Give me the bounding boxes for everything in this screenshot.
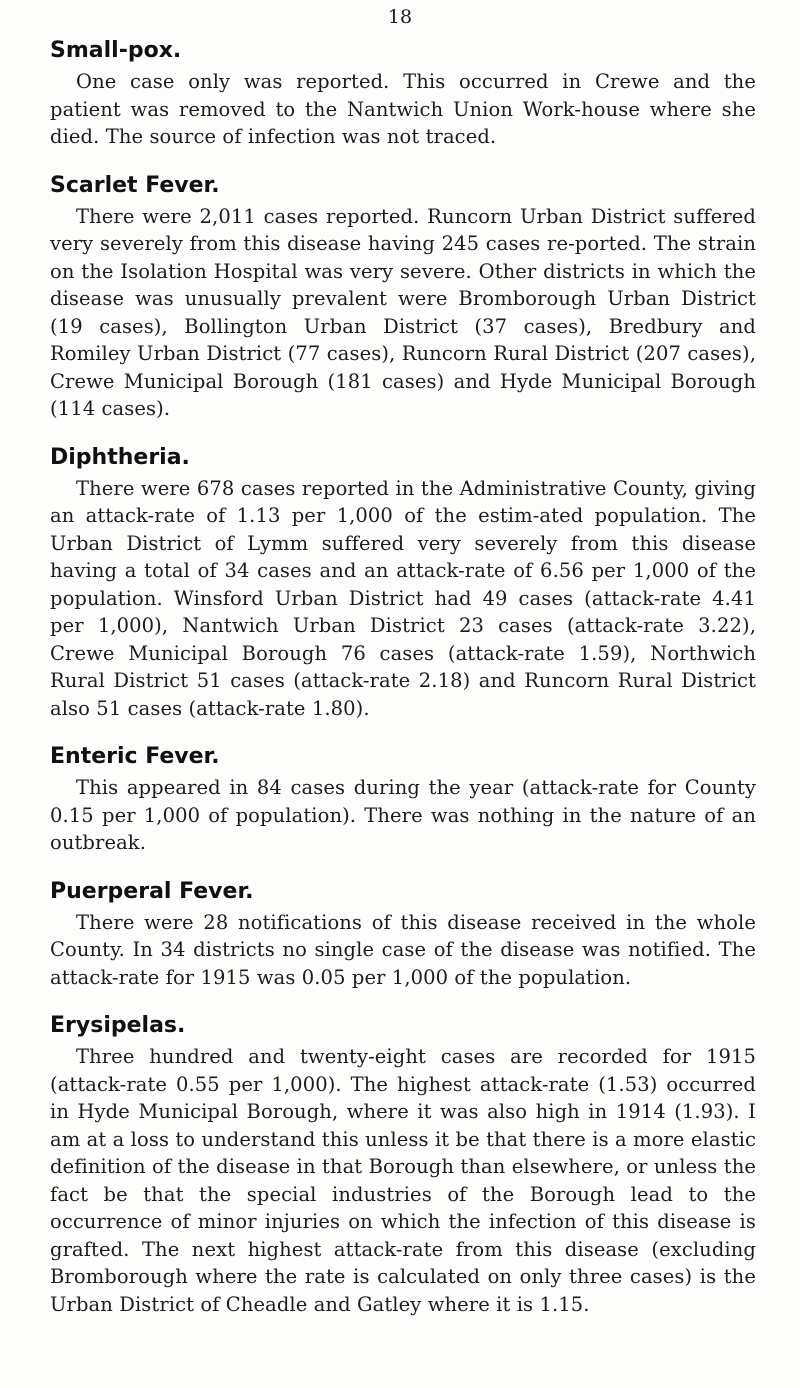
section-scarlet-fever xyxy=(50,171,756,423)
page-number: 18 xyxy=(387,6,413,28)
section-enteric-fever xyxy=(50,742,756,857)
report-sections xyxy=(50,36,756,1338)
section-diphtheria xyxy=(50,443,756,723)
section-small-pox xyxy=(50,36,756,151)
section-paragraph: Three hundred and twenty-eight cases are recorded for 1915 (attack-rate 0.55 per 1,000). The highest attack-rate (1.53) occurred in Hyde Municipal Borough, where it was also high in 1914 (1.93). I am at a loss to understand this unless it be that there is a more elastic definition of the disease in that Borough than elsewhere, or unless the fact be that the special industries of the Borough lead to the occurrence of minor injuries on which the infection of this disease is grafted. The next highest attack-rate from this disease (excluding Bromborough where the rate is calculated on only three cases) is the Urban District of Cheadle and Gatley where it is 1.15. xyxy=(50,1045,756,1316)
section-erysipelas xyxy=(50,1011,756,1318)
section-heading: Erysipelas. xyxy=(50,1013,186,1038)
section-paragraph: One case only was reported. This occurred in Crewe and the patient was removed to the Nantwich Union Work-house where she died. The source of infection was not traced. xyxy=(50,70,756,148)
section-puerperal-fever xyxy=(50,877,756,992)
section-paragraph: There were 2,011 cases reported. Runcorn Urban District suffered very severely from this disease having 245 cases re-ported. The strain on the Isolation Hospital was very severe. Other districts in which the disease was unusually prevalent were Bromborough Urban District (19 cases), Bollington Urban District (37 cases), Bredbury and Romiley Urban District (77 cases), Runcorn Rural District (207 cases), Crewe Municipal Borough (181 cases) and Hyde Municipal Borough (114 cases). xyxy=(50,204,756,420)
section-heading: Enteric Fever. xyxy=(50,744,220,769)
section-heading: Diphtheria. xyxy=(50,444,190,470)
section-heading: Puerperal Fever. xyxy=(50,878,254,904)
section-paragraph: This appeared in 84 cases during the year (attack-rate for County 0.15 per 1,000 of population). There was nothing in the nature of an outbreak. xyxy=(50,776,756,854)
section-heading: Scarlet Fever. xyxy=(50,172,220,198)
section-paragraph: There were 678 cases reported in the Administrative County, giving an attack-rate of 1.13 per 1,000 of the estim-ated population. The Urban District of Lymm suffered very severely from this disease having a total of 34 cases and an attack-rate of 6.56 per 1,000 of the population. Winsford Urban District had 49 cases (attack-rate 4.41 per 1,000), Nantwich Urban District 23 cases (attack-rate 3.22), Crewe Municipal Borough 76 cases (attack-rate 1.59), Northwich Rural District 51 cases (attack-rate 2.18) and Runcorn Rural District also 51 cases (attack-rate 1.80). xyxy=(50,476,756,720)
section-heading: Small-pox. xyxy=(50,38,182,63)
section-paragraph: There were 28 notifications of this disease received in the whole County. In 34 districts no single case of the disease was notified. The attack-rate for 1915 was 0.05 per 1,000 of the population. xyxy=(50,910,756,989)
